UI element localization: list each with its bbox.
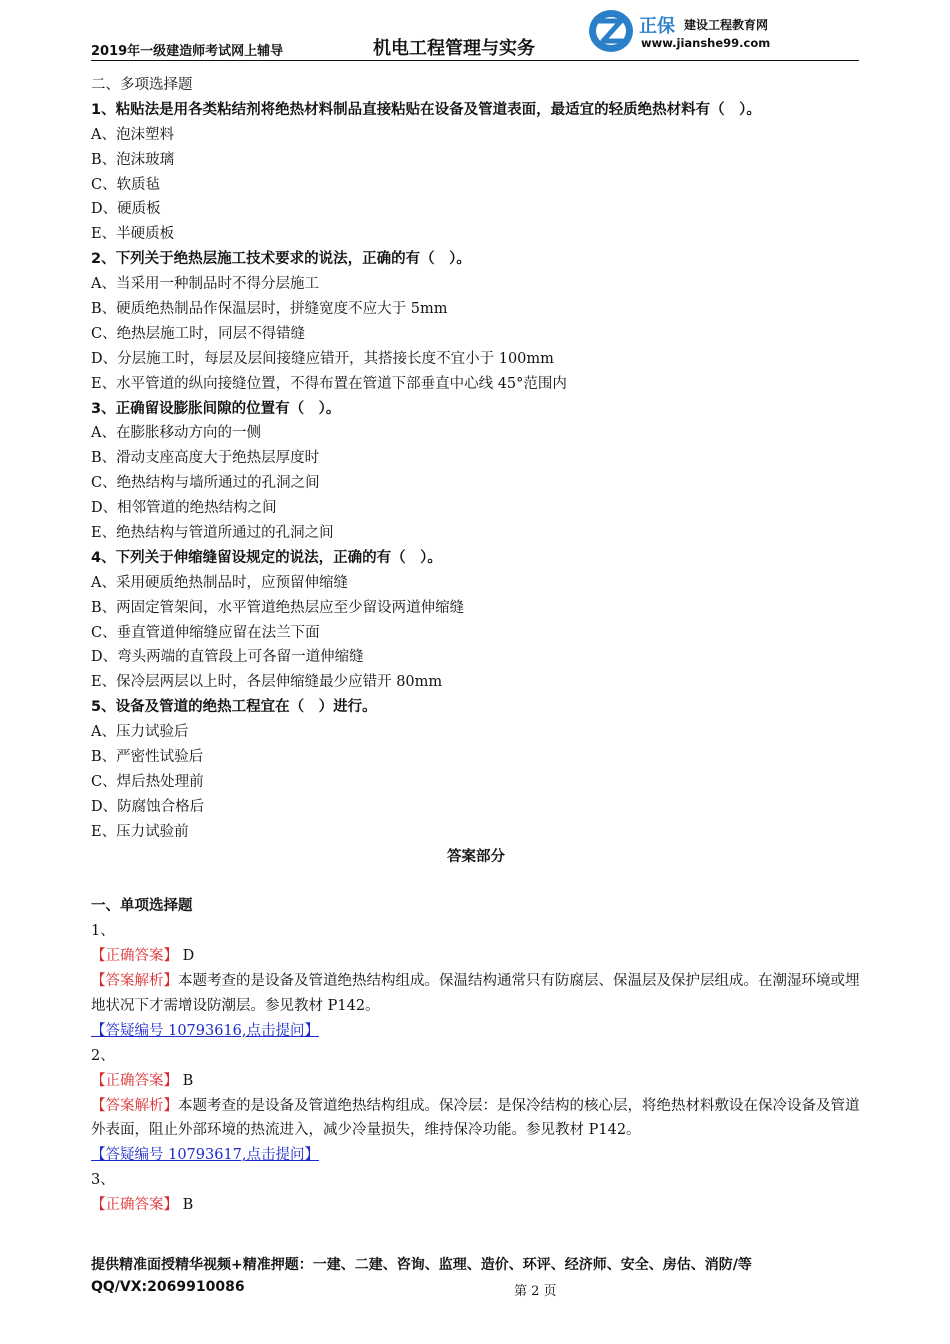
site-logo [587,6,787,58]
answer-number: 3、 [91,1172,115,1189]
answer-3 [91,1168,861,1218]
answer-2 [91,1044,861,1168]
question-option: B、滑动支座高度大于绝热层厚度时 [91,450,320,467]
correct-answer-value: B [182,1072,194,1089]
analysis-text: 本题考查的是设备及管道绝热结构组成。保温结构通常只有防腐层、保温层及保护层组成。在潮湿环境或埋地状况下才需增设防潮层。参见教材 P142。 [91,973,860,1014]
logo-org-name: 建设工程教育网 [684,18,769,32]
logo-brand: 正保 [639,16,675,37]
question-option: A、采用硬质绝热制品时，应预留伸缩缝 [91,574,348,591]
question-option: E、绝热结构与管道所通过的孔洞之间 [91,525,334,542]
correct-answer-row [91,1193,861,1218]
answer-analysis [91,969,861,1019]
question-option: E、半硬质板 [91,226,175,243]
spacer [91,870,861,895]
multi-choice-section-title: 二、多项选择题 [91,77,193,93]
header-subject-title: 机电工程管理与实务 [373,38,535,59]
answer-number: 2、 [91,1047,115,1064]
correct-answer-value: D [182,948,195,965]
document-body [91,73,861,1218]
logo-site-url: www.jianshe99.com [641,36,771,50]
question-option: A、泡沫塑料 [91,126,174,143]
question-option: A、在膨胀移动方向的一侧 [91,425,261,442]
ask-question-link[interactable]: 【答疑编号 10793616,点击提问】 [91,1022,320,1039]
analysis-label: 【答案解析】 [91,973,178,990]
analysis-label: 【答案解析】 [91,1097,178,1114]
question-option: E、压力试验前 [91,823,189,840]
question-option: C、绝热结构与墙所通过的孔洞之间 [91,475,320,492]
question-option: D、弯头两端的直管段上可各留一道伸缩缝 [91,649,364,666]
question-option: D、相邻管道的绝热结构之间 [91,500,277,517]
question-5 [91,695,861,844]
correct-answer-row [91,944,861,969]
question-stem: 5、设备及管道的绝热工程宜在（ ）进行。 [91,699,377,716]
page-number: 第 2 页 [514,1284,557,1299]
question-option: A、压力试验后 [91,724,189,741]
question-option: A、当采用一种制品时不得分层施工 [91,276,319,293]
question-option: C、垂直管道伸缩缝应留在法兰下面 [91,624,320,641]
analysis-text: 本题考查的是设备及管道绝热结构组成。保冷层：是保冷结构的核心层，将绝热材料敷设在保冷设备及管道外表面，阻止外部环境的热流进入，减少冷量损失，维持保冷功能。参见教材 P142。 [91,1097,860,1139]
question-option: D、硬质板 [91,201,161,218]
question-option: E、水平管道的纵向接缝位置，不得布置在管道下部垂直中心线 45°范围内 [91,375,567,392]
correct-answer-label: 【正确答案】 [91,1197,178,1214]
single-choice-section-title: 一、单项选择题 [91,898,193,915]
correct-answer-label: 【正确答案】 [91,948,178,965]
question-stem: 4、下列关于伸缩缝留设规定的说法，正确的有（ ）。 [91,549,442,566]
question-1 [91,98,861,247]
header-divider [91,60,859,61]
header-exam-label: 2019年一级建造师考试网上辅导 [91,44,284,59]
question-2 [91,247,861,396]
question-option: C、焊后热处理前 [91,773,204,790]
question-option: C、软质毡 [91,176,161,193]
question-stem: 1、粘贴法是用各类粘结剂将绝热材料制品直接粘贴在设备及管道表面，最适宜的轻质绝热材料有（ ）。 [91,101,761,118]
question-option: D、防腐蚀合格后 [91,798,205,815]
question-option: B、两固定管架间，水平管道绝热层应至少留设两道伸缩缝 [91,599,465,616]
answer-1 [91,919,861,1043]
question-4 [91,546,861,695]
question-stem: 3、正确留设膨胀间隙的位置有（ ）。 [91,400,341,417]
correct-answer-value: B [182,1197,194,1214]
question-option: B、泡沫玻璃 [91,151,175,168]
question-option: B、严密性试验后 [91,749,204,766]
correct-answer-row [91,1069,861,1094]
correct-answer-label: 【正确答案】 [91,1072,178,1089]
question-option: C、绝热层施工时，同层不得错缝 [91,325,306,342]
question-3 [91,397,861,546]
page-header [91,8,859,60]
answer-section-title: 答案部分 [447,848,505,865]
question-option: B、硬质绝热制品作保温层时，拼缝宽度不应大于 5mm [91,301,448,318]
footer-contact: QQ/VX:2069910086 [91,1279,245,1295]
zhengbao-logo-icon [587,8,635,54]
footer-promo-text: 提供精准面授精华视频+精准押题：一建、二建、咨询、监理、造价、环评、经济师、安全、房估、消防/等 [91,1257,752,1273]
question-stem: 2、下列关于绝热层施工技术要求的说法，正确的有（ ）。 [91,251,471,268]
answer-number: 1、 [91,923,115,940]
answer-analysis [91,1094,861,1144]
ask-question-link[interactable]: 【答疑编号 10793617,点击提问】 [91,1147,320,1164]
question-option: D、分层施工时，每层及层间接缝应错开，其搭接长度不宜小于 100mm [91,350,554,367]
question-option: E、保冷层两层以上时，各层伸缩缝最少应错开 80mm [91,674,443,691]
